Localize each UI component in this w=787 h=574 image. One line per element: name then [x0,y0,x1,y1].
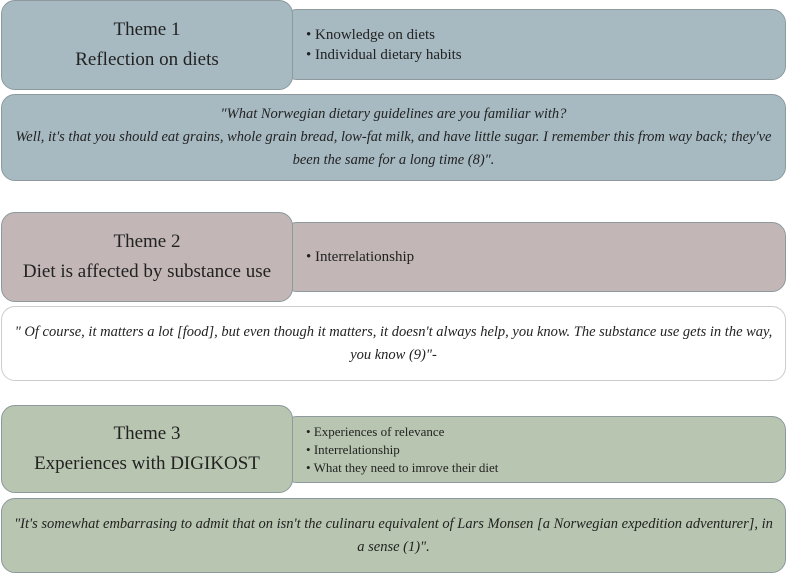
theme-1-quote [1,94,786,181]
quote-line: "What Norwegian dietary guidelines are you familiar with? [220,106,567,122]
quote-line: " Of course, it matters a lot [food], but even though it matters, it doesn't always help, you know. The substance use gets in the way, you know (9)"- [14,323,773,363]
theme-3-title: Theme 3 [113,423,181,444]
theme-3-box [1,405,293,493]
quote-line: "It's somewhat embarrasing to admit that on isn't the culinaru equivalent of Lars Monsen [a Norwegian expedition adventurer], in a sense (1)". [14,515,773,555]
theme-3-quote [1,498,786,573]
theme-2-subtitle: Diet is affected by substance use [22,261,272,282]
theme-1-bullets [283,9,786,80]
theme-3-subtitle: Experiences with DIGIKOST [34,453,260,474]
bullet-item: • What they need to imrove their diet [306,459,499,475]
bullet-item: • Experiences of relevance [306,423,445,439]
bullet-item: • Interrelationship [306,249,415,265]
bullet-item: • Interrelationship [306,441,400,457]
theme-2-box [1,212,293,302]
bullet-item: • Knowledge on diets [306,26,435,43]
theme-1-box [1,0,293,90]
theme-2-quote [1,306,786,381]
theme-2-title: Theme 2 [113,231,181,252]
theme-1-subtitle: Reflection on diets [75,49,219,70]
theme-2-bullets [283,222,786,292]
theme-3-bullets [283,416,786,483]
theme-1-title: Theme 1 [113,19,181,40]
bullet-item: • Individual dietary habits [306,46,462,63]
quote-line: Well, it's that you should eat grains, whole grain bread, low-fat milk, and have little sugar. I remember this from way back; they've been the same for a long time (8)". [15,129,772,168]
